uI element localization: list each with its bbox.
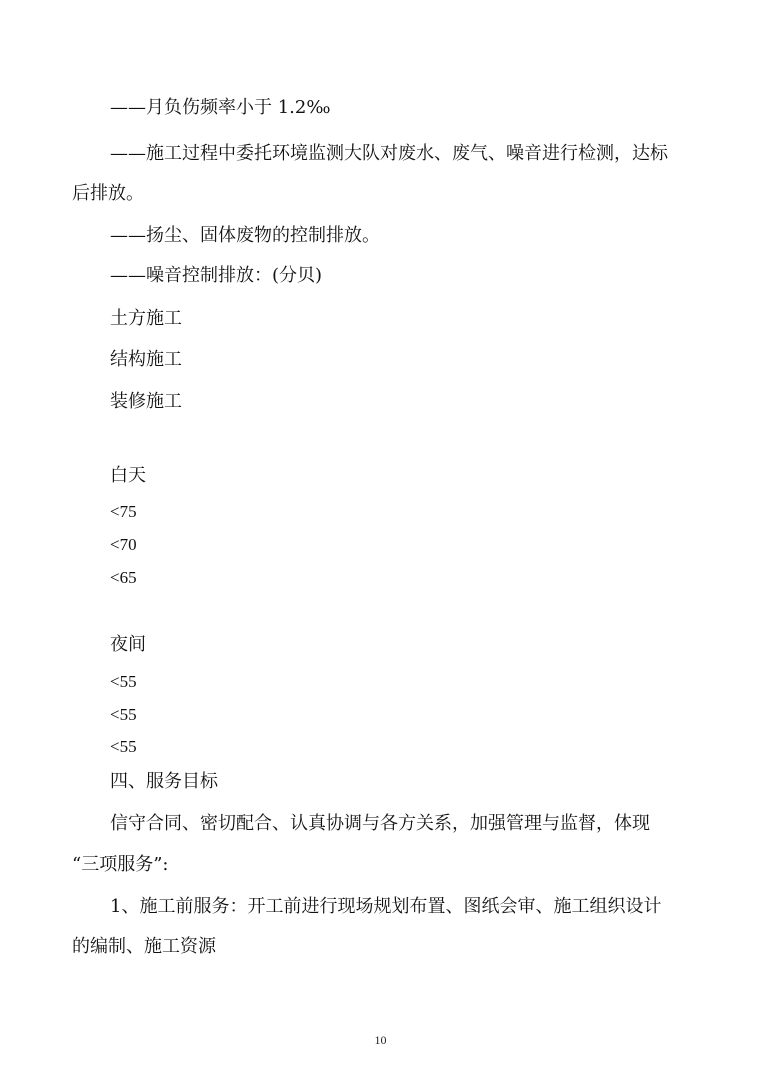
text-line: 1、施工前服务：开工前进行现场规划布置、图纸会审、施工组织设计 [110, 896, 662, 917]
text-line: 后排放。 [72, 183, 144, 204]
text-line: <70 [110, 535, 137, 554]
text-line: <55 [110, 672, 137, 691]
text-line: 的编制、施工资源 [72, 936, 216, 957]
text-line: 夜间 [110, 634, 146, 655]
text-line: <65 [110, 568, 137, 587]
section-heading: 四、服务目标 [110, 771, 218, 792]
text-line: <55 [110, 737, 137, 756]
text-line: 结构施工 [110, 349, 182, 370]
text-line: “三项服务”: [72, 854, 169, 875]
text-line: ——噪音控制排放：(分贝) [110, 265, 323, 286]
text-line: ——月负伤频率小于 1.2‰ [110, 97, 331, 118]
text-line: 信守合同、密切配合、认真协调与各方关系，加强管理与监督，体现 [110, 813, 650, 834]
page-number: 10 [374, 1033, 387, 1047]
text-line: <75 [110, 502, 137, 521]
text-line: 装修施工 [110, 391, 182, 412]
text-line: 白天 [110, 465, 146, 486]
text-line: ——施工过程中委托环境监测大队对废水、废气、噪音进行检测，达标 [110, 143, 668, 164]
text-line: ——扬尘、固体废物的控制排放。 [110, 225, 380, 246]
text-line: <55 [110, 705, 137, 724]
text-line: 土方施工 [110, 308, 182, 329]
